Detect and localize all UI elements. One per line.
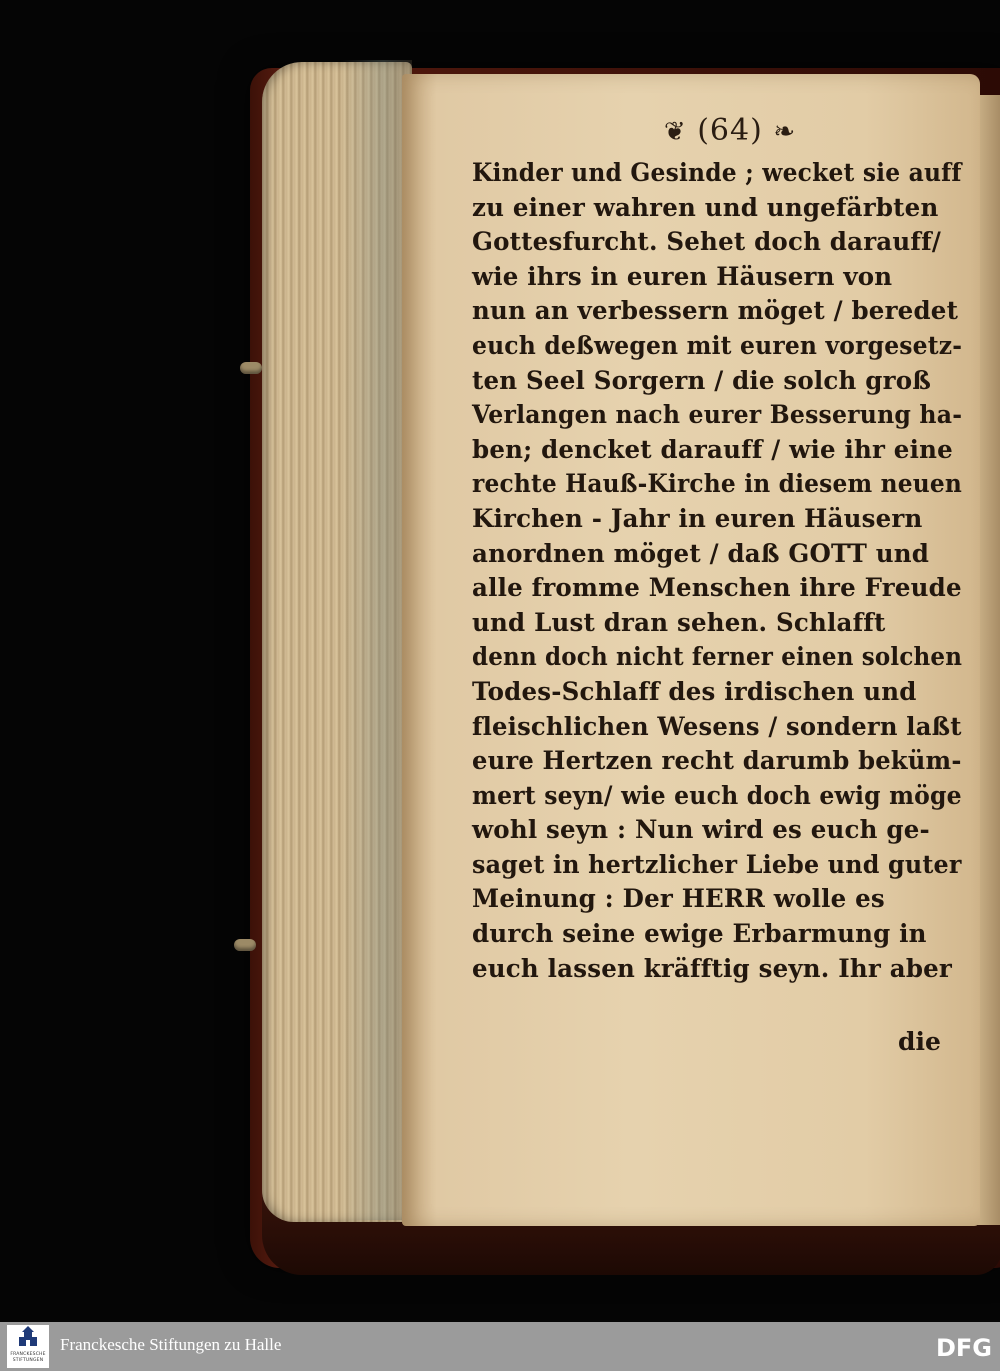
- page-number: [650, 113, 810, 148]
- text-line: ten Seel Sorgern / die solch groß: [472, 365, 932, 395]
- text-line: euch lassen kräfftig seyn. Ihr aber: [472, 953, 953, 983]
- text-line: zu einer wahren und ungefärbten: [472, 192, 939, 222]
- page-number-text: (64): [697, 113, 763, 148]
- text-line: durch seine ewige Erbarmung in: [472, 919, 927, 949]
- text-line: rechte Hauß-Kirche in diesem neuen: [472, 469, 962, 499]
- ornament-right-icon: ❧: [773, 117, 797, 147]
- text-line: fleischlichen Wesens / sondern laßt: [472, 711, 962, 741]
- ornament-left-icon: ❦: [663, 117, 687, 147]
- text-line: denn doch nicht ferner einen solchen: [472, 642, 963, 672]
- text-line: euch deßwegen mit euren vorgesetz-: [472, 330, 963, 360]
- page-text: [472, 156, 972, 986]
- text-line: ben; dencket darauff / wie ihr eine: [472, 434, 953, 464]
- text-line: und Lust dran sehen. Schlafft: [472, 607, 886, 637]
- text-line: nun an verbessern möget / beredet: [472, 296, 959, 326]
- institution-name: Franckesche Stiftungen zu Halle: [60, 1335, 282, 1354]
- text-line: Gottesfurcht. Sehet doch darauff/: [472, 227, 942, 257]
- text-line: eure Hertzen recht darumb beküm-: [472, 746, 962, 776]
- building-icon: [7, 1325, 49, 1353]
- text-line: Kirchen - Jahr in euren Häusern: [472, 503, 923, 533]
- text-line: anordnen möget / daß GOTT und: [472, 538, 930, 568]
- dfg-logo-text: DFG: [935, 1334, 993, 1362]
- text-line: Meinung : Der HERR wolle es: [472, 884, 885, 914]
- text-line: wie ihrs in euren Häusern von: [472, 261, 893, 291]
- text-line: Todes-Schlaff des irdischen und: [472, 676, 917, 706]
- text-line: Kinder und Gesinde ; wecket sie auff: [472, 158, 962, 187]
- logo-text-line1: FRANCKESCHE: [10, 1352, 46, 1357]
- clasp-pin: [240, 362, 262, 374]
- logo-text-line2: STIFTUNGEN: [12, 1357, 44, 1363]
- text-line: Verlangen nach eurer Besserung ha-: [472, 400, 963, 430]
- text-line: saget in hertzlicher Liebe und guter: [472, 849, 962, 879]
- text-line: alle fromme Menschen ihre Freude: [472, 573, 962, 603]
- clasp-pin: [234, 939, 256, 951]
- catchword: die: [898, 1027, 941, 1056]
- text-line: mert seyn/ wie euch doch ewig möge: [472, 780, 962, 810]
- institution-logo: [7, 1325, 49, 1368]
- text-line: wohl seyn : Nun wird es euch ge-: [472, 815, 930, 845]
- footer-bar: [0, 1322, 1000, 1371]
- dfg-logo: [935, 1332, 993, 1362]
